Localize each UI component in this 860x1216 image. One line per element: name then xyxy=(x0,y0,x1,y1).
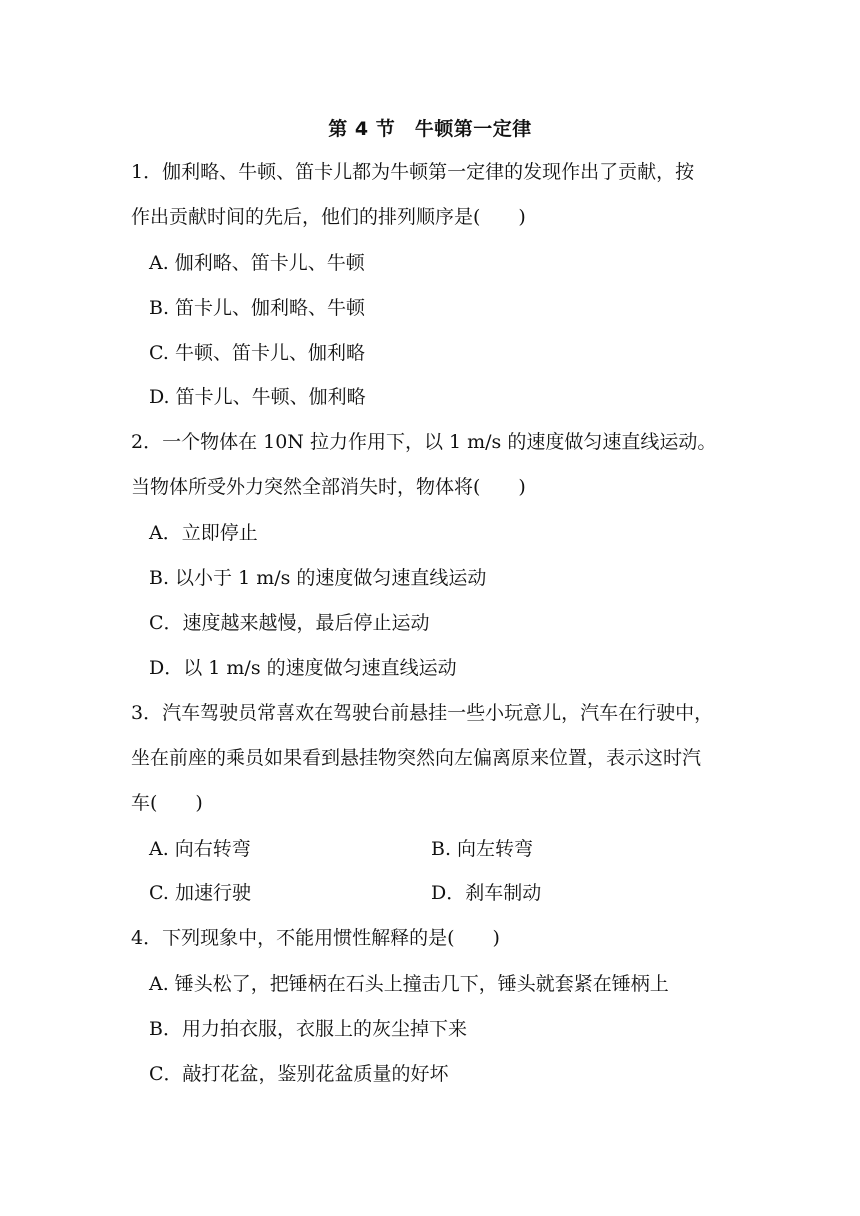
page-title: 第 4 节 牛顿第一定律 xyxy=(328,118,532,140)
question-2-line-1: 2．一个物体在 10N 拉力作用下，以 1 m/s 的速度做匀速直线运动。 xyxy=(131,431,717,453)
question-4-line-1: 4．下列现象中，不能用惯性解释的是( ) xyxy=(131,927,500,949)
question-3-line-3: 车( ) xyxy=(131,792,203,814)
question-2-option-b: B. 以小于 1 m/s 的速度做匀速直线运动 xyxy=(149,567,487,589)
question-1-option-d: D. 笛卡儿、牛顿、伽利略 xyxy=(149,386,366,408)
question-1-line-2: 作出贡献时间的先后，他们的排列顺序是( ) xyxy=(131,206,526,228)
question-3-option-c: C. 加速行驶 xyxy=(149,882,251,904)
question-3-line-1: 3．汽车驾驶员常喜欢在驾驶台前悬挂一些小玩意儿，汽车在行驶中， xyxy=(131,702,714,724)
question-1-option-a: A. 伽利略、笛卡儿、牛顿 xyxy=(149,252,365,274)
question-3-option-d: D．刹车制动 xyxy=(431,882,542,904)
question-3-line-2: 坐在前座的乘员如果看到悬挂物突然向左偏离原来位置，表示这时汽 xyxy=(131,747,702,769)
question-2-option-a: A．立即停止 xyxy=(149,522,258,544)
question-4-option-c: C．敲打花盆，鉴别花盆质量的好坏 xyxy=(149,1063,449,1085)
question-2-option-c: C．速度越来越慢，最后停止运动 xyxy=(149,612,430,634)
question-4-option-b: B．用力拍衣服，衣服上的灰尘掉下来 xyxy=(149,1018,467,1040)
question-3-option-b: B. 向左转弯 xyxy=(431,838,534,860)
question-1-option-b: B. 笛卡儿、伽利略、牛顿 xyxy=(149,297,366,319)
question-4-option-a: A. 锤头松了，把锤柄在石头上撞击几下，锤头就套紧在锤柄上 xyxy=(149,973,669,995)
question-1-line-1: 1．伽利略、牛顿、笛卡儿都为牛顿第一定律的发现作出了贡献，按 xyxy=(131,161,695,183)
question-2-option-d: D．以 1 m/s 的速度做匀速直线运动 xyxy=(149,657,457,679)
question-1-option-c: C. 牛顿、笛卡儿、伽利略 xyxy=(149,342,365,364)
question-3-option-a: A. 向右转弯 xyxy=(149,838,251,860)
question-2-line-2: 当物体所受外力突然全部消失时，物体将( ) xyxy=(131,476,526,498)
